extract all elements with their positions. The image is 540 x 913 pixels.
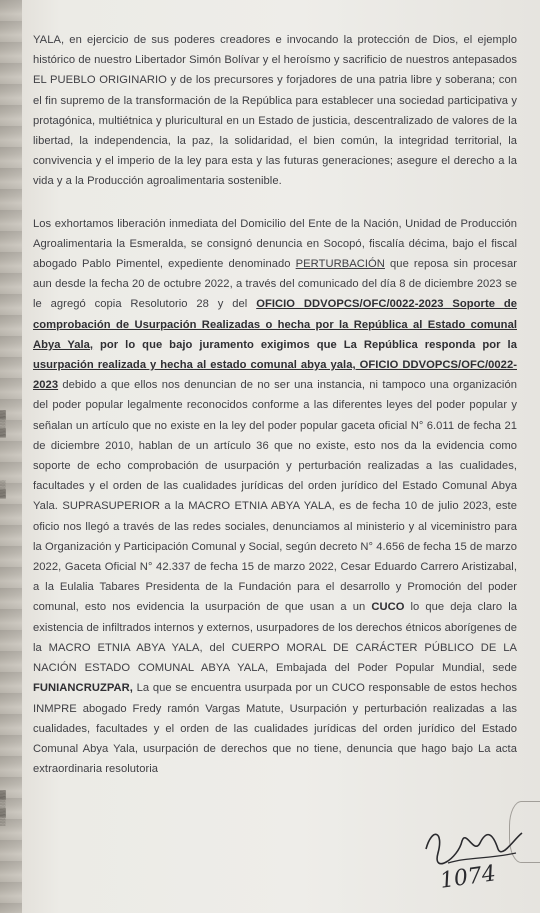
text-run: debido a que ellos nos denuncian de no ser una instancia, ni tampoco una organización del poder popular legalmente reconocidos conforme a las diferentes leyes del poder popular y señalan un artículo que no existe en la ley del poder popular gaceta oficial N° 6.011 de fecha 21 de diciembre 2010, hablan de un artículo 36 que no existe, esto nos da la evidencia como soporte de echo comprobación de usurpación y perturbación realizadas a las cualidades, facultades y el orden de las cualidades jurídicas del orden jurídico del Estado Comunal Abya Yala. SUPRASUPERIOR a la MACRO ETNIA ABYA YALA, es de fecha 10 de julio 2023, este oficio nos llegó a través de las redes sociales, denunciamos al ministerio y al viceministro para la Organización y Participación Comunal y Social, según decreto N° 4.656 de fecha 15 de marzo 2022, Gaceta Oficial N° 42.337 de fecha 15 de marzo 2022, Cesar Eduardo Carrero Aristizabal, a la Eulalia Tabares Presidenta de la Fundación para el desarrollo y Promoción del poder comunal, esto nos evidencia la usurpación de que usan a un xyxy=(33,379,517,614)
text-run: YALA, en ejercicio de sus poderes creadores e invocando la protección de Dios, el ejemplo histórico de nuestro Libertador Simón Bolívar y el heroísmo y sacrificio de nuestros antepasados EL PUEBLO ORIGINARIO y de los precursores y forjadores de una patria libre y soberana; con el fin supremo de la transformación de la República para establecer una sociedad participativa y protagónica, multiétnica y pluricultural en un Estado de justicia, descentralizado de valores de la libertad, la independencia, la paz, la solidaridad, el bien común, la integridad territorial, la convivencia y el imperio de la ley para esta y las futuras generaciones; asegure el derecho a la vida y a la Producción agroalimentaria sostenible. xyxy=(33,34,517,188)
left-margin-stamp: ▒ ▓ xyxy=(0,480,6,498)
text-run: FUNIANCRUZPAR, xyxy=(33,682,133,695)
left-margin-stamp: ▓ ▒ ▓ xyxy=(0,410,6,437)
text-run: OFICIO DDVOPCS/OFC/0022-2023 Soporte de comprobación de Usurpación Realizadas o hecha por la República al Estado comunal Abya Yala, xyxy=(33,298,517,351)
text-run: PERTURBACIÓN xyxy=(295,258,385,271)
signature xyxy=(418,819,528,899)
text-run: que reposa sin procesar aun desde la fecha 20 de octubre 2022, a través del comunicado del día 8 de diciembre 2023 se le agregó copia Resolutorio 28 y del xyxy=(33,258,517,311)
text-run: usurpación realizada y hecha al estado comunal abya yala, OFICIO DDVOPCS/OFC/0022-2023 xyxy=(33,359,517,392)
paragraph-preamble xyxy=(33,30,517,192)
document-body xyxy=(33,30,517,779)
text-run: Los exhortamos liberación inmediata del Domicilio del Ente de la Nación, Unidad de Producción Agroalimentaria la Esmeralda, se consignó denuncia en Socopó, fiscalía décima, bajo el fiscal abogado Pablo Pimentel, expediente denominado xyxy=(33,217,517,271)
left-margin-stamp: ▓ ▒ ▓ ▒ xyxy=(0,790,6,826)
paragraph-denuncia xyxy=(33,214,517,780)
text-run: CUCO xyxy=(371,601,405,614)
text-run: por lo que bajo juramento exigimos que La República responda por la xyxy=(93,338,517,351)
signature-number: 1074 xyxy=(438,861,498,894)
text-run: lo que deja claro la existencia de infiltrados internos y externos, usurpadores de los derechos étnicos aborígenes de la MACRO ETNIA ABYA YALA, del CUERPO MORAL DE CARÁCTER PÚBLICO DE LA NACIÓN ESTADO COMUNAL ABYA YALA, Embajada del Poder Popular Mundial, sede xyxy=(33,601,517,675)
page-edge-shadow xyxy=(0,0,22,913)
text-run: La que se encuentra usurpada por un CUCO responsable de estos hechos INMPRE abogado Fredy ramón Vargas Matute, Usurpación y perturbación realizadas a las cualidades, facultades y el orden de las cualidades jurídicas del orden jurídico del Estado Comunal Abya Yala, usurpación de derechos que no tiene, denuncia que hago bajo La acta extraordinaria resolutoria xyxy=(33,682,517,776)
